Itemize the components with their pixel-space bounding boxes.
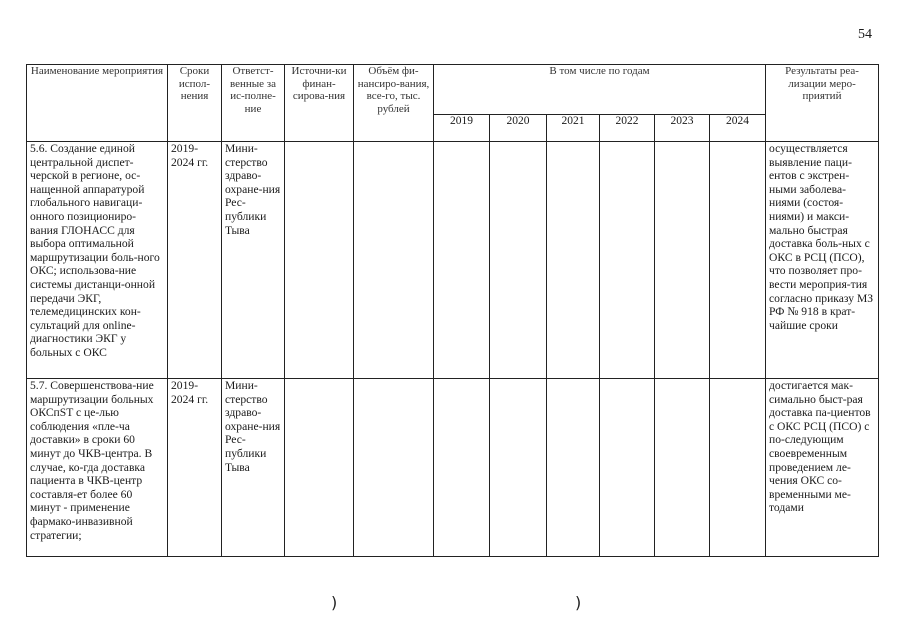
volume-cell	[354, 142, 434, 379]
year-cell	[547, 142, 600, 379]
year-cell	[434, 379, 490, 557]
terms-cell: 2019-2024 гг.	[168, 142, 222, 379]
result-cell: осуществляется выявление паци-ентов с экстрен-ными заболева-ниями (состоя-ниями) и макси-мально быстрая доставка боль-ных с ОКС в РСЦ (ПСО), что позволяет про-вести мероприя-тия согласно приказу МЗ РФ № 918 в крат-чайшие сроки	[766, 142, 879, 379]
year-header: 2023	[655, 115, 710, 142]
header-volume: Объём фи-нансиро-вания, все-го, тыс. рублей	[354, 65, 434, 142]
terms-cell: 2019-2024 гг.	[168, 379, 222, 557]
header-row-top	[27, 65, 879, 115]
header-by-years: В том числе по годам	[434, 65, 766, 115]
header-terms: Сроки испол-нения	[168, 65, 222, 142]
year-header: 2021	[547, 115, 600, 142]
measures-table	[26, 64, 879, 557]
responsible-cell: Мини-стерство здраво-охране-ния Рес-публики Тыва	[222, 379, 285, 557]
responsible-cell: Мини-стерство здраво-охране-ния Рес-публики Тыва	[222, 142, 285, 379]
year-header: 2019	[434, 115, 490, 142]
table-row	[27, 379, 879, 557]
year-header: 2022	[600, 115, 655, 142]
year-cell	[710, 142, 766, 379]
header-name: Наименование мероприятия	[27, 65, 168, 142]
sources-cell	[285, 142, 354, 379]
year-cell	[490, 379, 547, 557]
year-cell	[600, 142, 655, 379]
year-cell	[655, 379, 710, 557]
measure-name-cell: 5.7. Совершенствова-ние маршрутизации больных ОКСпST с це-лью соблюдения «пле-ча доставки» в сроки 60 минут до ЧКВ-центра. В случае, ко-гда доставка пациента в ЧКВ-центр составля-ет более 60 минут - применение фармако-инвазивной стратегии;	[27, 379, 168, 557]
result-cell: достигается мак-симально быст-рая доставка па-циентов с ОКС РСЦ (ПСО) с по-следующим своевременным проведением ле-чения ОКС со-временными ме-тодами	[766, 379, 879, 557]
year-header: 2020	[490, 115, 547, 142]
year-cell	[655, 142, 710, 379]
year-cell	[600, 379, 655, 557]
year-cell	[434, 142, 490, 379]
year-cell	[547, 379, 600, 557]
header-sources: Источни-ки финан-сирова-ния	[285, 65, 354, 142]
header-responsible: Ответст-венные за ис-полне-ние	[222, 65, 285, 142]
year-header: 2024	[710, 115, 766, 142]
volume-cell	[354, 379, 434, 557]
scan-mark: )	[331, 593, 338, 612]
page-number: 54	[858, 27, 872, 42]
year-cell	[710, 379, 766, 557]
measure-name-cell: 5.6. Создание единой центральной диспет-черской в регионе, ос-нащенной аппаратурой глобального навигаци-онного позициониро-вания ГЛОНАСС для выбора оптимальной маршрутизации боль-ного ОКС; использова-ние системы дистанци-онной передачи ЭКГ, телемедицинских кон-сультаций для online-диагностики ЭКГ у больных с ОКС	[27, 142, 168, 379]
scan-mark: )	[575, 593, 582, 612]
year-cell	[490, 142, 547, 379]
table-row	[27, 142, 879, 379]
sources-cell	[285, 379, 354, 557]
header-results: Результаты реа-лизации меро-приятий	[766, 65, 879, 142]
